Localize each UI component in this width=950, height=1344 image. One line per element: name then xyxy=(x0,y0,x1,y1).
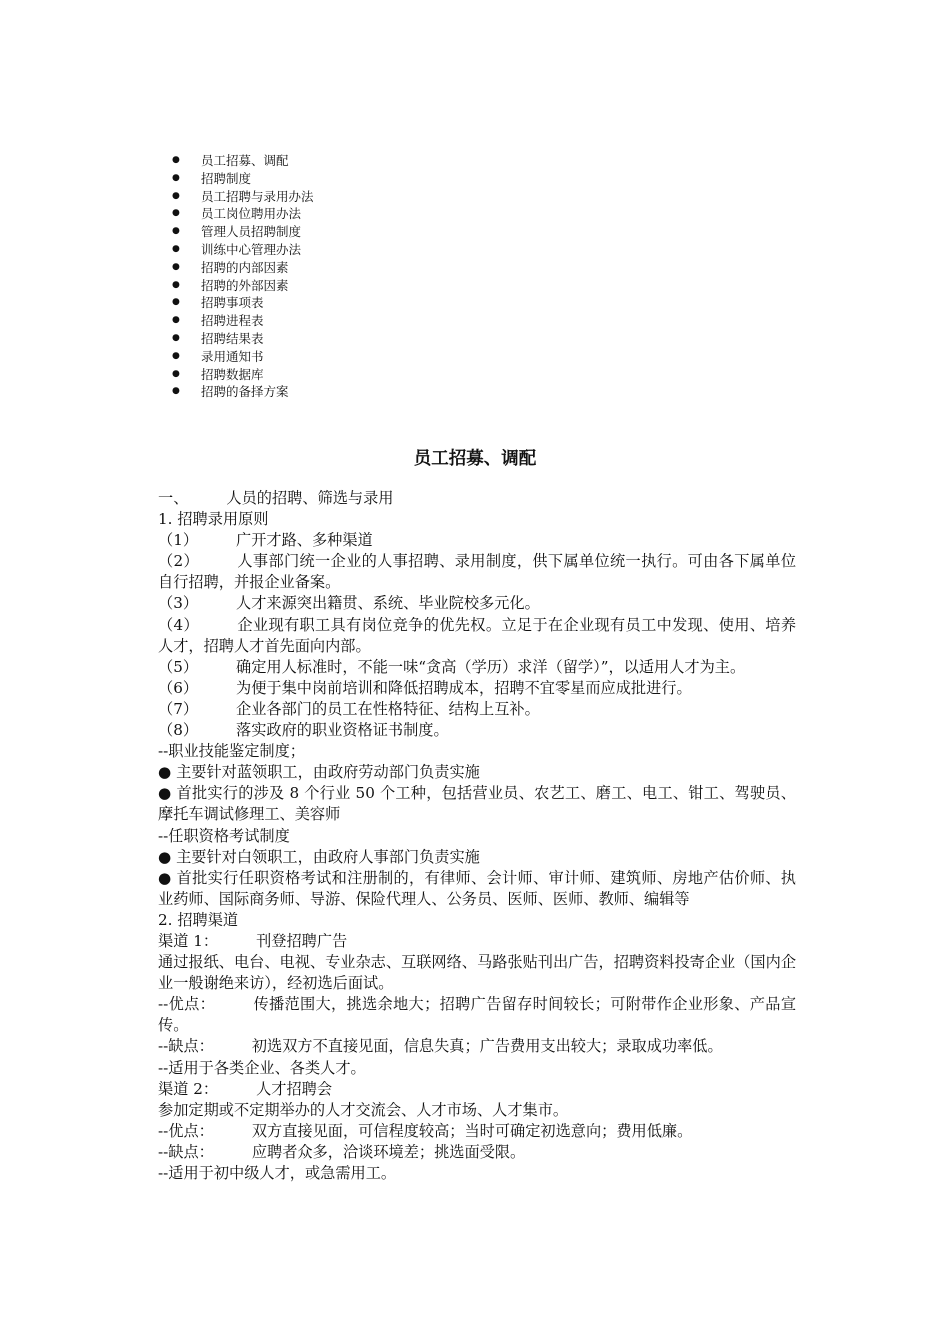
principle-text: 企业各部门的员工在性格特征、结构上互补。 xyxy=(236,699,540,718)
channel-name: 刊登招聘广告 xyxy=(256,931,348,950)
toc-item-label[interactable]: 招聘的备择方案 xyxy=(201,384,289,400)
channel-description: 通过报纸、电台、电视、专业杂志、互联网络、马路张贴刊出广告，招聘资料投寄企业（国内企业一般谢绝来访），经初选后面试。 xyxy=(158,953,796,993)
toc-item-label[interactable]: 招聘数据库 xyxy=(201,366,264,382)
principle-number: （7） xyxy=(158,699,199,718)
principle-text: 落实政府的职业资格证书制度。 xyxy=(236,721,449,740)
channel-cons xyxy=(158,1142,796,1163)
bullet-icon: ● xyxy=(172,368,180,379)
channel-label: 渠道 2： xyxy=(158,1079,219,1098)
toc-item[interactable] xyxy=(172,348,314,366)
pros-text: 传播范围大，挑选余地大；招聘广告留存时间较长；可附带作企业形象、产品宣传。 xyxy=(158,995,797,1035)
principle-number: （8） xyxy=(158,721,199,740)
channel-heading xyxy=(158,931,796,952)
channel-name: 人才招聘会 xyxy=(256,1079,332,1098)
toc-item[interactable] xyxy=(172,383,314,401)
channel-pros xyxy=(158,994,796,1036)
pros-label: --优点： xyxy=(158,1121,214,1140)
channel-description: 参加定期或不定期举办的人才交流会、人才市场、人才集市。 xyxy=(158,1100,569,1119)
toc-item[interactable] xyxy=(172,312,314,330)
bullet-icon: ● xyxy=(172,226,180,237)
principle-number: （2） xyxy=(158,552,200,571)
principle-item xyxy=(158,530,796,551)
skill-cert-heading: --职业技能鉴定制度； xyxy=(158,742,305,761)
bullet-icon: ● xyxy=(172,279,180,290)
bullet-icon: ● xyxy=(172,155,180,165)
toc-item[interactable] xyxy=(172,152,314,170)
qualification-exam-heading: --任职资格考试制度 xyxy=(158,826,290,845)
toc-item[interactable] xyxy=(172,259,314,277)
pros-text: 双方直接见面，可信程度较高；当时可确定初选意向；费用低廉。 xyxy=(251,1121,693,1140)
bullet-icon: ● xyxy=(172,315,180,326)
document-body xyxy=(158,488,796,1184)
cons-label: --缺点： xyxy=(158,1142,214,1161)
section-heading xyxy=(158,488,796,509)
pros-label: --优点： xyxy=(158,995,216,1014)
cons-text: 应聘者众多，洽谈环境差；挑选面受限。 xyxy=(251,1142,526,1161)
toc-item-label[interactable]: 招聘制度 xyxy=(201,170,252,186)
bullet-icon: ● xyxy=(172,386,180,397)
cons-label: --缺点： xyxy=(158,1037,214,1056)
principle-item xyxy=(158,720,796,741)
bullet-icon: ● xyxy=(172,243,180,254)
toc-item-label[interactable]: 训练中心管理办法 xyxy=(201,241,302,257)
skill-cert-point: ● 主要针对蓝领职工，由政府劳动部门负责实施 xyxy=(158,763,480,782)
toc-item[interactable] xyxy=(172,170,314,188)
bullet-icon: ● xyxy=(172,350,180,361)
principle-text: 人事部门统一企业的人事招聘、录用制度，供下属单位统一执行。可由各下属单位自行招聘，并报企业备案。 xyxy=(158,552,796,592)
toc-item[interactable] xyxy=(172,241,314,259)
bullet-icon: ● xyxy=(172,297,180,308)
toc-item[interactable] xyxy=(172,366,314,384)
subsection-heading: 1. 招聘录用原则 xyxy=(158,510,269,529)
principle-number: （5） xyxy=(158,657,199,676)
toc-item-label[interactable]: 招聘进程表 xyxy=(201,313,264,329)
table-of-contents xyxy=(172,152,314,401)
bullet-icon: ● xyxy=(172,172,180,183)
bullet-icon: ● xyxy=(172,332,180,343)
toc-item-label[interactable]: 招聘的外部因素 xyxy=(201,277,289,293)
skill-cert-point: ● 首批实行的涉及 8 个行业 50 个工种，包括营业员、农艺工、磨工、电工、钳工、驾驶员、摩托车调试修理工、美容师 xyxy=(158,784,796,824)
toc-item[interactable] xyxy=(172,188,314,206)
principle-text: 企业现有职工具有岗位竞争的优先权。立足于在企业现有员工中发现、使用、培养人才，招聘人才首先面向内部。 xyxy=(158,615,796,655)
principle-item xyxy=(158,551,796,593)
toc-item[interactable] xyxy=(172,205,314,223)
channel-fit: --适用于各类企业、各类人才。 xyxy=(158,1058,366,1077)
bullet-icon: ● xyxy=(172,208,180,219)
toc-item-label[interactable]: 招聘结果表 xyxy=(201,330,264,346)
toc-item-label[interactable]: 招聘的内部因素 xyxy=(201,259,289,275)
toc-item-label[interactable]: 员工岗位聘用办法 xyxy=(201,206,302,222)
channel-heading xyxy=(158,1079,796,1100)
qualification-exam-point: ● 首批实行任职资格考试和注册制的，有律师、会计师、审计师、建筑师、房地产估价师、执业药师、国际商务师、导游、保险代理人、公务员、医师、医师、教师、编辑等 xyxy=(158,868,796,908)
bullet-icon: ● xyxy=(172,190,180,201)
toc-item[interactable] xyxy=(172,294,314,312)
channel-pros xyxy=(158,1121,796,1142)
toc-item-label[interactable]: 招聘事项表 xyxy=(201,295,264,311)
document-title: 员工招募、调配 xyxy=(413,449,537,469)
principle-item xyxy=(158,678,796,699)
principle-item xyxy=(158,615,796,657)
principle-number: （4） xyxy=(158,615,200,634)
toc-item-label[interactable]: 员工招募、调配 xyxy=(201,153,289,168)
principle-item xyxy=(158,657,796,678)
channel-label: 渠道 1： xyxy=(158,931,219,950)
principle-text: 确定用人标准时，不能一味“贪高（学历）求洋（留学）”，以适用人才为主。 xyxy=(236,657,746,676)
principle-number: （1） xyxy=(158,531,199,550)
principle-number: （3） xyxy=(158,594,199,613)
toc-item-label[interactable]: 录用通知书 xyxy=(201,348,264,364)
toc-item[interactable] xyxy=(172,330,314,348)
channel-cons xyxy=(158,1036,796,1057)
toc-item[interactable] xyxy=(172,277,314,295)
toc-item-label[interactable]: 管理人员招聘制度 xyxy=(201,224,302,240)
toc-item-label[interactable]: 员工招聘与录用办法 xyxy=(201,188,314,204)
principle-text: 人才来源突出籍贯、系统、毕业院校多元化。 xyxy=(236,594,540,613)
section-number: 一、 xyxy=(158,489,189,507)
qualification-exam-point: ● 主要针对白领职工，由政府人事部门负责实施 xyxy=(158,847,480,866)
channel-fit: --适用于初中级人才，或急需用工。 xyxy=(158,1164,397,1182)
principle-item xyxy=(158,699,796,720)
principle-item xyxy=(158,593,796,614)
subsection-heading: 2. 招聘渠道 xyxy=(158,910,239,929)
toc-item[interactable] xyxy=(172,223,314,241)
cons-text: 初选双方不直接见面，信息失真；广告费用支出较大；录取成功率低。 xyxy=(251,1037,723,1056)
section-title: 人员的招聘、筛选与录用 xyxy=(226,489,394,507)
principle-text: 广开才路、多种渠道 xyxy=(236,531,373,550)
principle-number: （6） xyxy=(158,678,199,697)
bullet-icon: ● xyxy=(172,261,180,272)
principle-text: 为便于集中岗前培训和降低招聘成本，招聘不宜零星而应成批进行。 xyxy=(236,678,692,697)
